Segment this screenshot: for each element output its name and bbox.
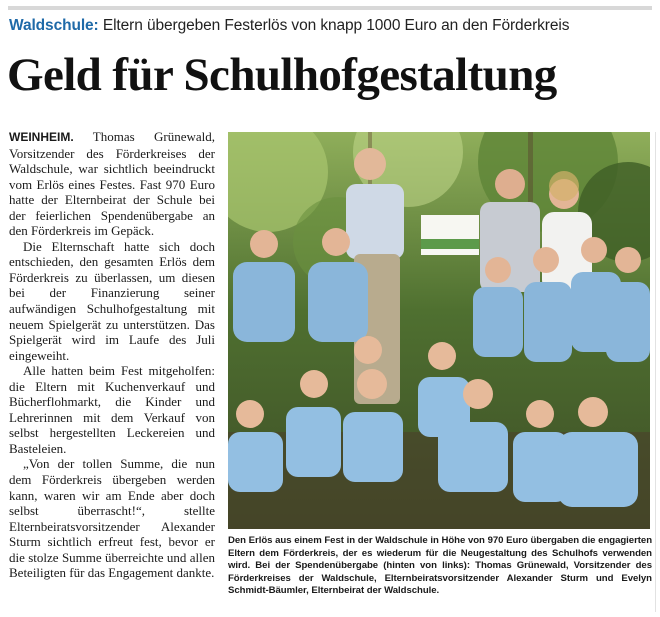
paragraph-1 (9, 129, 215, 239)
kicker-text: Eltern übergeben Festerlös von knapp 1000 Euro an den Förderkreis (102, 17, 570, 34)
article-body (9, 129, 215, 581)
group-photo (228, 132, 650, 529)
paragraph-3: Alle hatten beim Fest mitgeholfen: die Eltern mit Kuchenverkauf und Bücherflohmarkt, die Kinder und Lehrerinnen mit dem Verkauf von selbst hergestellten Leckereien und Basteleien. (9, 363, 215, 456)
paragraph-2: Die Elternschaft hatte sich doch entschieden, den gesamten Erlös dem Förderkreis zu überlassen, um diesen bei der Finanzierung seiner aufwändigen Schulhofgestaltung mit neuem Spielgerät zu unterstützen. Das Spielgerät wird im Laufe des Juli eingeweiht. (9, 238, 215, 363)
paragraph-1-text: Thomas Grünewald, Vorsitzender des Förderkreises der Waldschule, war sichtlich beeindruckt vom Erlös eines Festes. Fast 970 Euro hatte der Elternbeirat der Schule bei der feierlichen Spendenübergabe an den Förderkreis im Gepäck. (9, 129, 216, 239)
group-photo-illustration (228, 132, 650, 529)
top-rule (8, 6, 652, 10)
kicker-line (9, 17, 569, 35)
photo-caption: Den Erlös aus einem Fest in der Waldschule in Höhe von 970 Euro übergaben die engagierten Eltern dem Förderkreis, der es wiederum für die Neugestaltung des Schulhofs verwenden wird. Bei der Spendenübergabe (hinten von links): Thomas Grünewald, Vorsitzender des Förderkreises der Waldschule, Elternbeiratsvorsitzender Alexander Sturm und Evelyn Schmidt-Bäumler, Elternbeirat der Waldschule. (228, 535, 652, 597)
kicker-prefix: Waldschule: (9, 17, 99, 34)
headline: Geld für Schulhofgestaltung (7, 49, 557, 101)
right-rule (655, 132, 656, 612)
dateline: WEINHEIM. (9, 130, 74, 144)
donation-certificate (421, 215, 479, 255)
paragraph-4: „Von der tollen Summe, die nun dem Förderkreis übergeben werden kann, waren wir am Ende aber doch selbst überrascht!“, stellte Elternbeiratsvorsitzender Alexander Sturm sichtlich erfreut fest, bevor er die stolze Summe überreichte und allen Beteiligten für das Engagement dankte. (9, 456, 215, 581)
